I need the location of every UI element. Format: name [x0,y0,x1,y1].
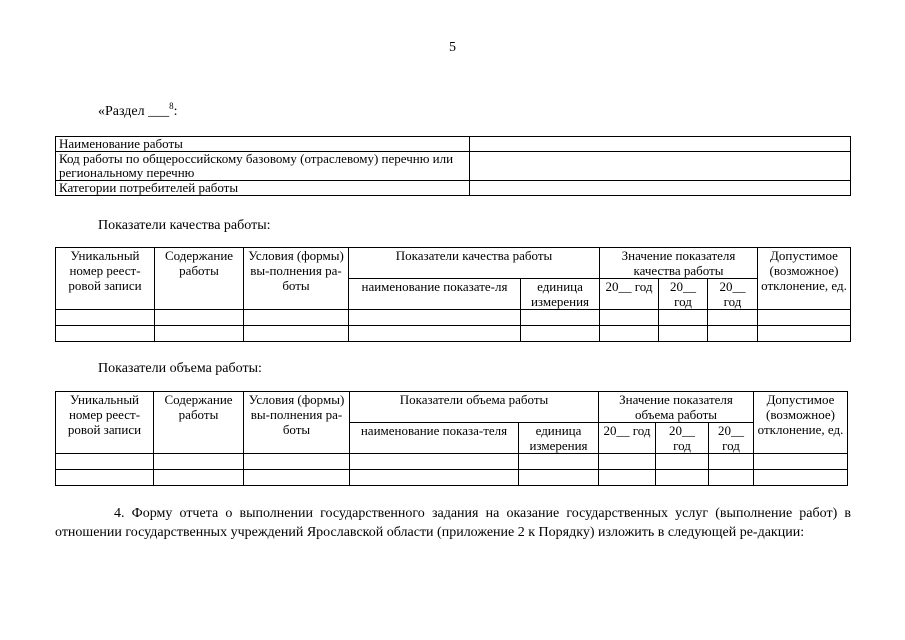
quality-caption: Показатели качества работы: [98,218,271,233]
col-year-1: 20__ год [599,423,656,454]
col-unique-number: Уникальный номер реест-ровой записи [56,248,155,310]
volume-caption: Показатели объема работы: [98,361,262,376]
work-code-value [470,152,851,181]
col-year-3: 20__ год [709,423,754,454]
table-row [56,326,851,342]
col-content: Содержание работы [154,392,244,454]
col-indicator-name: наименование показа-теля [350,423,519,454]
table-row [56,470,848,486]
col-year-1: 20__ год [600,279,659,310]
quality-indicators-table [55,247,851,342]
col-content: Содержание работы [155,248,244,310]
paragraph-text: 4. Форму отчета о выполнении государственного задания на оказание государственных услуг (выполнение работ) в отношении государственных учреждений Ярославской области (приложение 2 к Порядку) изложить в следующей ре-дакции: [55,506,851,540]
work-name-label: Наименование работы [56,137,470,152]
col-year-2: 20__ год [659,279,708,310]
volume-indicators-table [55,391,848,486]
work-info-table [55,136,851,196]
col-values: Значение показателя объема работы [599,392,754,423]
work-name-value [470,137,851,152]
col-unique-number: Уникальный номер реест-ровой записи [56,392,154,454]
footnote-ref: 8 [169,101,174,111]
col-indicator-name: наименование показате-ля [349,279,521,310]
col-conditions: Условия (формы) вы-полнения ра-боты [244,392,350,454]
table-row [56,152,851,181]
col-unit: единица измерения [521,279,600,310]
section-colon: : [173,104,178,119]
section-heading [98,101,178,120]
header-row [56,392,848,423]
col-indicators: Показатели качества работы [349,248,600,279]
col-year-3: 20__ год [708,279,758,310]
col-unit: единица измерения [519,423,599,454]
table-row [56,454,848,470]
col-conditions: Условия (формы) вы-полнения ра-боты [244,248,349,310]
col-deviation: Допустимое (возможное) отклонение, ед. [754,392,848,454]
work-code-label: Код работы по общероссийскому базовому (отраслевому) перечню или региональному перечню [56,152,470,181]
consumer-category-value [470,181,851,196]
col-deviation: Допустимое (возможное) отклонение, ед. [758,248,851,310]
table-row [56,137,851,152]
header-row [56,248,851,279]
page-number: 5 [449,40,456,55]
table-row [56,181,851,196]
body-paragraph [55,504,851,542]
col-indicators: Показатели объема работы [350,392,599,423]
col-values: Значение показателя качества работы [600,248,758,279]
table-row [56,310,851,326]
col-year-2: 20__ год [656,423,709,454]
section-label: «Раздел ___ [98,104,170,119]
consumer-category-label: Категории потребителей работы [56,181,470,196]
